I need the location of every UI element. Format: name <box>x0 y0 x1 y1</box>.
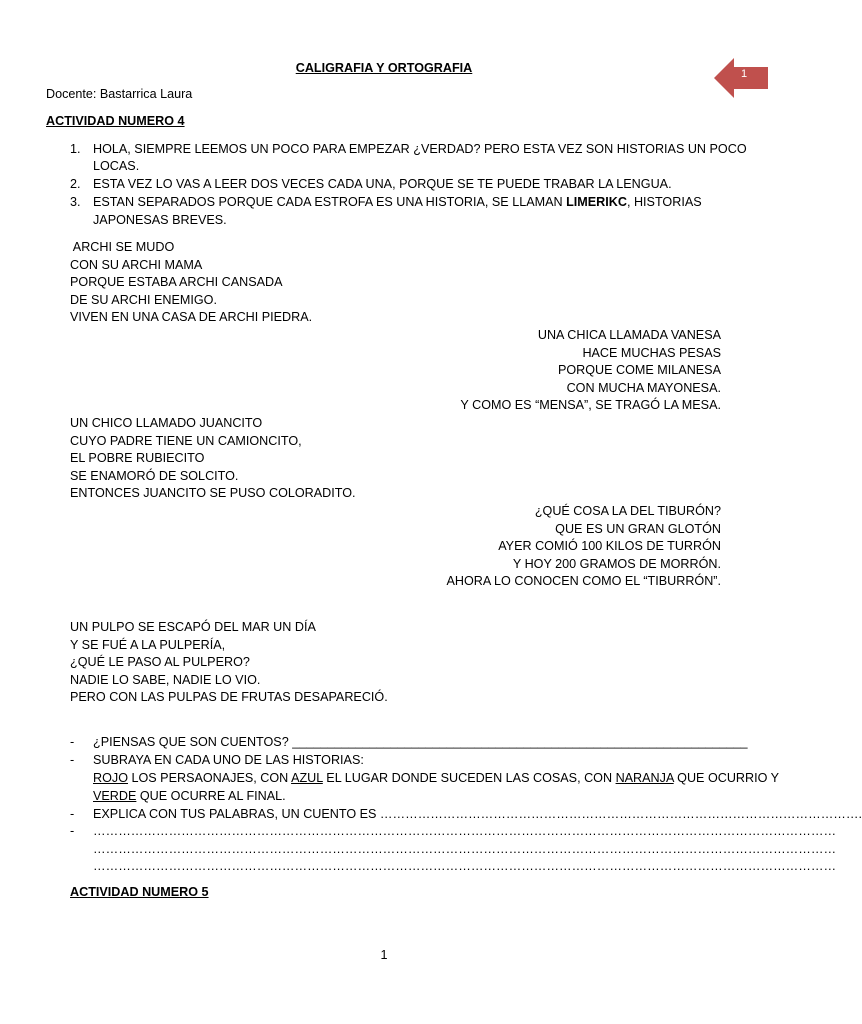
answer-dots-line: …………………………………………………………………………………………………………………………………………………………… <box>93 842 837 856</box>
color-rojo: ROJO <box>93 771 128 785</box>
poem-line: CUYO PADRE TIENE UN CAMIONCITO, <box>70 433 302 448</box>
question-subraya-colors: ROJO LOS PERSAONAJES, CON AZUL EL LUGAR DONDE SUCEDEN LAS COSAS, CON NARANJA QUE OCURRIO Y <box>93 771 780 785</box>
poem-tiburon <box>446 503 721 591</box>
poem-line: CON SU ARCHI MAMA <box>70 257 203 272</box>
poem-line: PORQUE COME MILANESA <box>557 363 721 378</box>
poem-line: AYER COMIÓ 100 KILOS DE TURRÓN <box>498 539 721 554</box>
poem-line: EL POBRE RUBIECITO <box>70 451 205 466</box>
bullet: - <box>70 735 75 749</box>
poem-line: HACE MUCHAS PESAS <box>582 345 721 360</box>
poem-line: ARCHI SE MUDO <box>70 240 175 254</box>
activity-5-heading: ACTIVIDAD NUMERO 5 <box>70 885 209 899</box>
answer-dots-line: …………………………………………………………………………………………………………………………………………………………… <box>93 824 837 838</box>
poem-line: NADIE LO SABE, NADIE LO VIO. <box>70 672 261 687</box>
activity-4-heading: ACTIVIDAD NUMERO 4 <box>46 114 185 128</box>
poem-line: UNA CHICA LLAMADA VANESA <box>537 328 721 342</box>
answer-dots-line: …………………………………………………………………………………………………………………………………………………………… <box>93 859 837 873</box>
poem-line: VIVEN EN UNA CASA DE ARCHI PIEDRA. <box>70 310 313 325</box>
poem-line: Y SE FUÉ A LA PULPERÍA, <box>70 637 226 652</box>
instruction-text: ESTA VEZ LO VAS A LEER DOS VECES CADA UNA, PORQUE SE TE PUEDE TRABAR LA LENGUA. <box>93 177 672 191</box>
poem-line: AHORA LO CONOCEN COMO EL “TIBURRÓN”. <box>446 574 721 589</box>
instruction-text: HOLA, SIEMPRE LEEMOS UN POCO PARA EMPEZAR ¿VERDAD? PERO ESTA VEZ SON HISTORIAS UN POCO <box>93 142 747 156</box>
poem-line: PORQUE ESTABA ARCHI CANSADA <box>70 275 283 290</box>
poem-line: ENTONCES JUANCITO SE PUSO COLORADITO. <box>70 486 356 501</box>
poem-pulpo <box>70 619 388 707</box>
poem-line: Y COMO ES “MENSA”, SE TRAGÓ LA MESA. <box>460 398 721 413</box>
instruction-text: ESTAN SEPARADOS PORQUE CADA ESTROFA ES UNA HISTORIA, SE LLAMAN LIMERIKC, HISTORIAS <box>93 195 702 209</box>
question-explica: EXPLICA CON TUS PALABRAS, UN CUENTO ES ……………………………………………………………………………………………………. <box>93 807 862 821</box>
poem-line: QUE ES UN GRAN GLOTÓN <box>555 521 721 536</box>
question-cuentos: ¿PIENSAS QUE SON CUENTOS? _________________________________________________________________ <box>93 735 748 749</box>
teacher-name: Docente: Bastarrica Laura <box>46 87 193 101</box>
instruction-text: LOCAS. <box>93 159 140 173</box>
bullet: - <box>70 753 75 767</box>
color-naranja: NARANJA <box>615 771 674 785</box>
poem-vanesa <box>460 327 721 415</box>
poem-juancito <box>70 415 356 503</box>
instruction-number: 1. <box>70 142 81 156</box>
poem-archi <box>70 239 312 327</box>
poem-line: UN PULPO SE ESCAPÓ DEL MAR UN DÍA <box>70 620 316 634</box>
page-marker-label: 1 <box>740 68 748 80</box>
instruction-number: 3. <box>70 195 81 209</box>
poem-line: ¿QUÉ COSA LA DEL TIBURÓN? <box>534 504 721 518</box>
poem-line: Y HOY 200 GRAMOS DE MORRÓN. <box>512 556 721 571</box>
instruction-text: JAPONESAS BREVES. <box>93 213 227 227</box>
question-subraya: SUBRAYA EN CADA UNO DE LAS HISTORIAS: <box>93 753 364 767</box>
bullet: - <box>70 824 75 838</box>
bullet: - <box>70 807 75 821</box>
poem-line: SE ENAMORÓ DE SOLCITO. <box>70 468 239 483</box>
instruction-number: 2. <box>70 177 81 191</box>
poem-line: UN CHICO LLAMADO JUANCITO <box>70 416 263 430</box>
poem-line: PERO CON LAS PULPAS DE FRUTAS DESAPARECIÓ. <box>70 690 388 705</box>
poem-line: ¿QUÉ LE PASO AL PULPERO? <box>70 655 250 670</box>
question-subraya-end: VERDE QUE OCURRE AL FINAL. <box>93 789 286 803</box>
page-number: 1 <box>380 948 388 962</box>
color-verde: VERDE <box>93 789 137 803</box>
poem-line: CON MUCHA MAYONESA. <box>566 380 721 395</box>
limerick-term: LIMERIKC <box>566 195 627 209</box>
color-azul: AZUL <box>291 771 323 785</box>
page-title: CALIGRAFIA Y ORTOGRAFIA <box>295 61 473 75</box>
poem-line: DE SU ARCHI ENEMIGO. <box>70 292 217 307</box>
